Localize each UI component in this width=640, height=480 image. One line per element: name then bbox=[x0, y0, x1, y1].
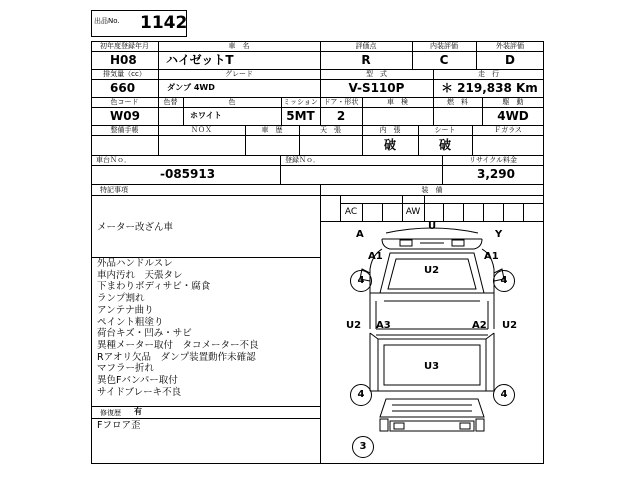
model-type-value: V-S110P bbox=[348, 81, 405, 95]
remark-item: 外品ハンドルスレ bbox=[97, 258, 173, 269]
color-code-value: W09 bbox=[110, 109, 140, 123]
score-value: R bbox=[361, 53, 371, 67]
tire-front-right: 4 bbox=[493, 270, 515, 292]
exterior-label: 外装評価 bbox=[496, 42, 524, 50]
repair-history-label: 修復歴 bbox=[100, 409, 121, 417]
mileage-label: 走 行 bbox=[478, 70, 499, 78]
color-value: ホワイト bbox=[190, 111, 222, 120]
remarks-main: メーター改ざん車 bbox=[97, 222, 174, 233]
damage-bed: U3 bbox=[424, 361, 440, 372]
drive-label: 駆 動 bbox=[502, 98, 524, 106]
grade-label: グレード bbox=[225, 70, 253, 78]
damage-side-right: U2 bbox=[502, 320, 518, 331]
remark-item: ランプ割れ bbox=[97, 293, 145, 305]
model-name-value: ハイゼットT bbox=[166, 53, 234, 67]
damage-side-left: U2 bbox=[346, 320, 362, 331]
history-label: 車 歴 bbox=[261, 126, 283, 134]
doors-value: 2 bbox=[336, 109, 346, 123]
transmission-label: ミッション bbox=[283, 98, 318, 106]
remark-item: サイドブレーキ不良 bbox=[97, 386, 182, 398]
repair-note: Fフロア歪 bbox=[97, 420, 141, 431]
nox-label: ＮＯＸ bbox=[191, 126, 212, 134]
color-family-label: 色替 bbox=[163, 98, 178, 106]
maintenance-label: 整備手帳 bbox=[110, 126, 139, 134]
remark-item: ペイント粗塗り bbox=[97, 316, 164, 328]
remarks-label: 特記事項 bbox=[100, 186, 128, 194]
tire-rear-right: 4 bbox=[493, 384, 515, 406]
inspection-label: 車 検 bbox=[387, 98, 408, 106]
ceiling-label: 天 張 bbox=[320, 126, 341, 134]
color-label: 色 bbox=[228, 98, 236, 106]
fuel-label: 燃 料 bbox=[447, 98, 468, 106]
spare-tire: 3 bbox=[352, 436, 374, 458]
recycle-fee-value: 3,290 bbox=[477, 167, 515, 181]
repair-history-value: 有 bbox=[134, 407, 142, 416]
f-glass-label: Ｆガラス bbox=[494, 126, 522, 134]
model-type-label: 型 式 bbox=[366, 70, 387, 78]
remark-item: 荷台キズ・凹み・サビ bbox=[97, 328, 192, 340]
damage-door-left: A3 bbox=[376, 320, 391, 331]
doors-shape-label: ドア・形状 bbox=[323, 98, 359, 106]
year-label: 初年度登録年月 bbox=[100, 42, 149, 50]
damage-roof: U2 bbox=[424, 265, 440, 276]
damage-a1-right: A1 bbox=[484, 251, 499, 262]
model-name-label: 車 名 bbox=[228, 42, 250, 50]
recycle-fee-label: リサイクル料金 bbox=[468, 156, 518, 164]
damage-door-right: A2 bbox=[472, 320, 487, 331]
remark-item: マフラー折れ bbox=[97, 363, 155, 375]
displacement-value: 660 bbox=[110, 81, 136, 95]
inner-label: 内 張 bbox=[379, 126, 401, 134]
registration-no-label: 登録Ｎｏ． bbox=[285, 156, 320, 164]
damage-a1-left: A1 bbox=[368, 251, 383, 262]
equipment-label: 装 備 bbox=[421, 186, 443, 194]
color-code-label: 色コード bbox=[110, 98, 139, 106]
drive-value: 4WD bbox=[497, 109, 529, 123]
equipment-aw: AW bbox=[405, 207, 421, 217]
inner-condition-value: 破 bbox=[383, 138, 396, 152]
tire-front-left: 4 bbox=[350, 270, 372, 292]
lot-number: 1142 bbox=[140, 13, 188, 33]
remark-item: 異種メーター取付 タコメーター不良 bbox=[97, 339, 259, 351]
seat-label: シート bbox=[434, 126, 456, 134]
remark-item: 車内汚れ 天張タレ bbox=[97, 269, 183, 281]
lot-number-label: 出品No. bbox=[94, 17, 120, 25]
remark-item: 下まわりボディサビ・腐食 bbox=[97, 281, 211, 293]
interior-label: 内装評価 bbox=[430, 42, 458, 50]
remark-item: Rアオリ欠品 ダンプ装置動作未確認 bbox=[97, 351, 256, 363]
vehicle-diagram bbox=[320, 221, 544, 464]
score-label: 評価点 bbox=[355, 42, 377, 50]
remark-item: 異色Fバンパー取付 bbox=[97, 375, 178, 386]
damage-front-center: U bbox=[428, 221, 437, 232]
seat-condition-value: 破 bbox=[438, 138, 451, 152]
remark-item: アンテナ曲り bbox=[97, 304, 154, 316]
equipment-ac: AC bbox=[344, 207, 358, 217]
year-value: H08 bbox=[110, 53, 137, 67]
chassis-no-value: -085913 bbox=[160, 167, 216, 181]
transmission-value: 5MT bbox=[286, 109, 315, 123]
grade-value: ダンプ 4WD bbox=[167, 83, 215, 92]
damage-front-left: A bbox=[356, 229, 364, 240]
chassis-no-label: 車台Ｎｏ． bbox=[96, 156, 131, 164]
damage-front-right: Y bbox=[495, 229, 503, 240]
interior-grade-value: C bbox=[439, 53, 449, 67]
displacement-label: 排気量（cc） bbox=[103, 70, 146, 78]
exterior-grade-value: D bbox=[505, 53, 515, 67]
mileage-value: ＊ 219,838 Km bbox=[441, 81, 538, 95]
tire-rear-left: 4 bbox=[350, 384, 372, 406]
